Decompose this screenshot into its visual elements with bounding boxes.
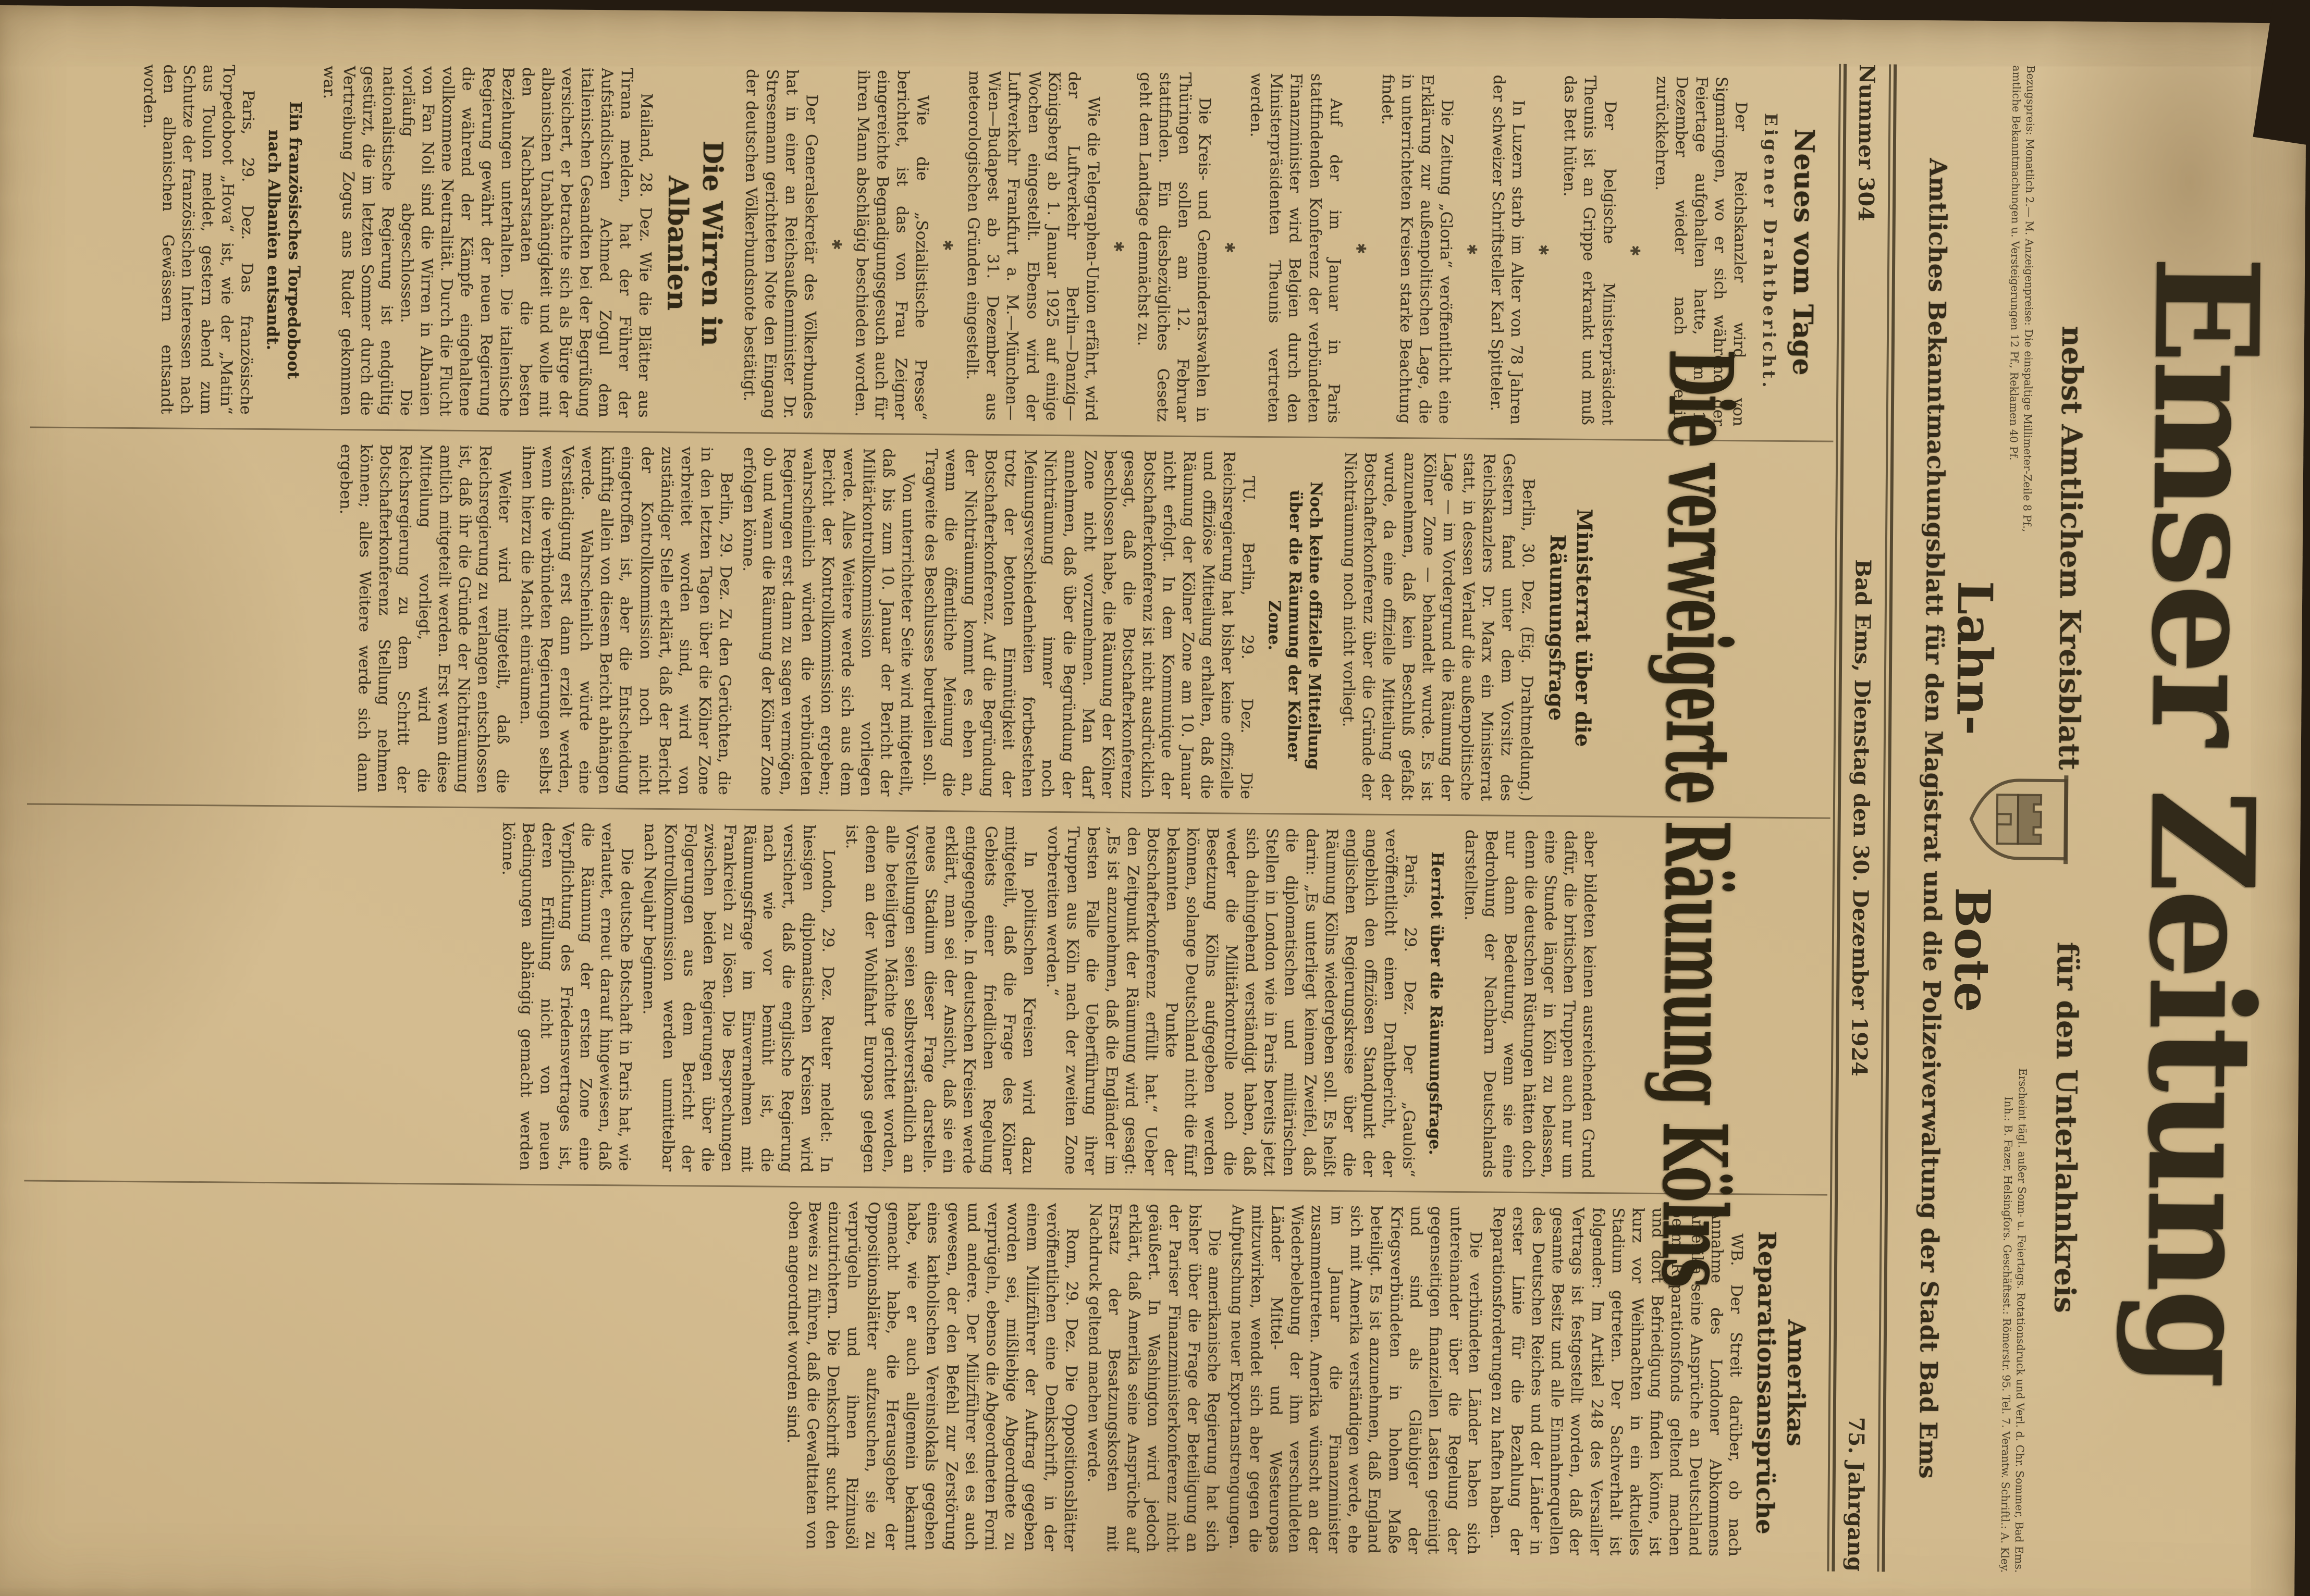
item-separator-star-icon: ✱ [1110, 241, 1126, 253]
column-1 [30, 50, 1837, 440]
article-paragraph: Paris, 29. Dez. Das französische Torpedoboot „Hova“ ist, wie der „Matin“ aus Toulon meldet, gestern abend zum Schutze der französischen Interessen nach den albanischen Gewässern entsandt worden. [139, 64, 257, 415]
item-separator-star-icon: ✱ [1221, 242, 1237, 254]
masthead-subtitle-left: nebst Amtlichem Kreisblatt [2052, 326, 2090, 771]
publisher-info-text: Erscheint tägl. außer Sonn- u. Feiertags. Rotationsdruck und Verl. d. Chr. Sommer, Bad Ems. Inh.: B. Fazer, Helsingfors. Geschäftsst.: Römerstr. 95. Tel. 7. Verantw. Schriftl.: A. Kley. [1998, 1068, 2030, 1573]
article-paragraph: Von unterrichteter Seite wird mitgeteilt, daß bis zum 10. Januar der Bericht der Militärkontrollkommission vorliegen werde. Alles Weitere werde sich aus dem Bericht der Kontrollkommission ergeben; wahrscheinlich würden die verbündeten Regierungen erst dann zu sagen vermögen, ob und wann die Räumung der Kölner Zone erfolgen könne. [739, 447, 917, 797]
article-paragraph: Die amerikanische Regierung hat sich bisher über die Frage der Beteiligung an der Pariser Finanzministerkonferenz nicht geäußert. In Washington wird jedoch erklärt, daß Amerika seine Ansprüche auf Ersatz der Besatzungskosten mit Nachdruck geltend machen werde. [1084, 1203, 1224, 1553]
article-paragraph: Weiter wird mitgeteilt, daß die Reichsregierung zu verlangen entschlossen ist, daß ihr die Gründe der Nichträumung amtlich mitgeteilt werden. Erst wenn diese Mitteilung vorliegt, wird die Reichsregierung zu dem Schritt der Botschafterkonferenz Stellung nehmen können; alles Weitere werde sich dann ergeben. [336, 444, 514, 794]
article-crosshead: Ein französisches Torpedoboot nach Albanien entsandt. [263, 101, 305, 379]
article-body-area [21, 50, 1837, 1571]
newspaper-page [0, 5, 2307, 1596]
official-gazette-line: Amtliches Bekanntmachungsblatt für den Magistrat und die Polizeiverwaltung der Stadt Bad Ems [1913, 158, 1952, 1479]
article-paragraph: In Luzern starb im Alter von 78 Jahren der schweizer Schriftsteller Karl Spitteler. [1487, 75, 1528, 425]
lahn-label: Lahn- [1946, 580, 2004, 736]
item-separator-star-icon: ✱ [1626, 245, 1642, 257]
article-subheadline: Ministerrat über die Räumungsfrage [1544, 509, 1597, 747]
article-heading: Amerikas Reparationsansprüche [1750, 1231, 1811, 1535]
article-crosshead: Herriot über die Räumungsfrage. [1426, 851, 1447, 1155]
bote-label: Bote [1943, 887, 2001, 1013]
article-deck: Eigener Drahtbericht. [1759, 113, 1781, 391]
article-paragraph: Mailand, 28. Dez. Wie die Blätter aus Tirana melden, hat der Führer der Aufständischen Achmed Zogul dem italienischen Gesandten bei der Begrüßung versichert, er betrachte sich als Bürge der albanischen Unabhängigkeit und wolle mit den Nachbarstaaten die besten Beziehungen unterhalten. Die italienische Regierung gewährt der neuen Regierung die während der Kämpfe eingehaltene vollkommene Neutralität. Durch die Flucht von Fan Noli sind die Wirren in Albanien vorläufig abgeschlossen. Die nationalistische Regierung ist endgültig gestürzt, die im letzten Sommer durch die Vertreibung Zogus ans Ruder gekommen war. [320, 65, 656, 418]
article-paragraph: Die Kreis- und Gemeinderatswahlen in Thüringen sollen am 12. Februar stattfinden. Ein diesbezügliches Gesetz geht dem Landtage demnächst zu. [1134, 72, 1214, 423]
column-3 [24, 803, 1830, 1194]
page-title: Emser Zeitung [2114, 255, 2290, 1386]
volume-label: 75. Jahrgang [1842, 1417, 1869, 1572]
article-paragraph: Der Generalsekretär des Völkerbundes hat in einer an Reichsaußenminister Dr. Stresemann gerichteten Note den Eingang der deutschen Völkerbundsnote bestätigt. [740, 69, 821, 419]
article-paragraph: London, 29. Dez. Reuter meldet: In hiesigen diplomatischen Kreisen wird versichert, daß die englische Regierung nach wie vor bemüht ist, die Räumungsfrage im Einvernehmen mit Frankreich zu lösen. Die Besprechungen zwischen beiden Regierungen über die Folgerungen aus dem Bericht der Kontrollkommission werden unmittelbar nach Neujahr beginnen. [640, 823, 838, 1173]
column-4 [21, 1180, 1828, 1570]
item-separator-star-icon: ✱ [1352, 242, 1369, 255]
issue-date: Bad Ems, Dienstag den 30. Dezember 1924 [1846, 559, 1876, 1077]
item-separator-star-icon: ✱ [1464, 243, 1480, 255]
article-paragraph: Wie die Telegraphen-Union erfährt, wird der Luftverkehr Berlin—Danzig—Königsberg ab 1. Januar 1925 auf einige Wochen eingestellt. Ebenso wird der Luftverkehr Frankfurt a. M.—München—Wien—Budapest ab 31. Dezember aus meteorologischen Gründen eingestellt. [963, 70, 1103, 422]
masthead-subtitle-right: für den Unterlahnkreis [2048, 942, 2085, 1314]
main-headline: Die verweigerte Räumung Kölns [1642, 349, 1753, 1287]
item-separator-star-icon: ✱ [828, 239, 844, 251]
article-heading: Die Wirren in Albanien [661, 140, 729, 347]
column-2 [27, 426, 1834, 817]
article-paragraph: TU. Berlin, 29. Dez. Die Reichsregierung hat bisher keine offizielle und offiziöse Mitteilung erhalten, daß die Räumung der Kölner Zone am 10. Januar nicht erfolgt. In dem Kommunique der Botschafterkonferenz ist nicht ausdrücklich gesagt, daß die Botschafterkonferenz beschlossen habe, die Räumung der Kölner Zone nicht vorzunehmen. Man darf annehmen, daß über die Begründung der Nichträumung immer noch Meinungsverschiedenheiten fortbestehen trotz der betonten Einmütigkeit der Botschafterkonferenz. Auf die Begründung der Nichträumung kommt es eben an, wenn die öffentliche Meinung die Tragweite des Beschlusses beurteilen soll. [919, 448, 1258, 799]
item-separator-star-icon: ✱ [939, 239, 955, 251]
article-paragraph: In politischen Kreisen wird dazu mitgeteilt, daß die Frage des Kölner Gebiets einer friedlichen Regelung entgegengehe. In deutschen Kreisen werde erklärt, man sei der Ansicht, daß sie ein neues Stadium dieser Frage darstelle. Vorstellungen seien selbstverständlich an alle beteiligten Mächte gerichtet worden, denen an der Wohlfahrt Europas gelegen ist. [842, 824, 1040, 1174]
article-paragraph: Der Reichskanzler wird von Sigmaringen, wo er sich während der Feiertage aufgehalten hatte, am 31. Dezember wieder nach Berlin zurückkehren. [1651, 76, 1750, 427]
article-paragraph: Berlin, 30. Dez. (Eig. Drahtmeldung.) Gestern fand unter dem Vorsitz des Reichskanzlers Dr. Marx ein Ministerrat statt, in dessen Verlauf die außenpolitische Lage — im Vordergrund die Räumung der Kölner Zone — behandelt wurde. Es ist anzunehmen, daß kein Beschluß gefaßt wurde, da eine offizielle Mitteilung der Botschafterkonferenz über die Gründe der Nichträumung noch nicht vorliegt. [1338, 452, 1538, 802]
subscription-prices-text: Bezugspreis: Monatlich 2.— M. Anzeigenpreise: Die einspaltige Millimeter-Zeile 8 Pf., amtliche Bekanntmachungen u. Versteigerungen 12 Pf., Reklamen 40 Pf. [2007, 65, 2037, 533]
article-paragraph: Der belgische Ministerpräsident Theunis ist an Grippe erkrankt und muß das Bett hüten. [1560, 75, 1619, 426]
item-separator-star-icon: ✱ [1535, 244, 1551, 256]
article-crosshead: Noch keine offizielle Mitteilung über die Räumung der Kölner Zone. [1264, 481, 1326, 770]
article-paragraph: Auf der im Januar in Paris stattfindenden Konferenz der verbündeten Finanzminister wird Belgien durch den Ministerpräsidenten Theunis vertreten werden. [1247, 72, 1345, 424]
article-paragraph: Wie die „Sozialistische Presse“ berichtet, ist das von Frau Zeigner eingereichte Begnadigungsgesuch auch für ihren Mann abschlägig beschieden worden. [851, 69, 932, 420]
article-paragraph: Die verbündeten Länder haben sich untereinander über die Regelung der gegenseitigen finanziellen Lasten geeinigt und sind als Gläubiger der Kriegsverbündeten in hohem Maße beteiligt. Es ist anzunehmen, daß England sich mit Amerika verständigen werde, ehe im Januar die Finanzminister zusammentreten. Amerika wünscht an der Wiederbelebung der ihm verschuldeten Länder Mittel- und Westeuropas mitzuwirken, wendet sich aber gegen die Aufputschung neuer Exportanstrengungen. [1225, 1204, 1485, 1555]
city-crest-icon [1961, 764, 2076, 874]
article-paragraph: Die Zeitung „Gloria“ veröffentlicht eine Erklärung zur außenpolitischen Lage, die in unterrichteten Kreisen starke Beachtung findet. [1378, 73, 1456, 424]
article-paragraph: aber bildeten keinen ausreichenden Grund dafür, die britischen Truppen auch nur um eine Stunde länger in Köln zu belassen, denn die deutschen Rüstungen hätten doch nur dann Bedeutung, wenn sie eine Bedrohung der Nachbarn Deutschlands darstellten. [1461, 830, 1600, 1179]
article-paragraph: Die deutsche Botschaft in Paris hat, wie verlautet, erneut darauf hingewiesen, daß die Räumung der ersten Zone eine Verpflichtung des Friedensvertrages ist, deren Erfüllung nicht von neuen Bedingungen abhängig gemacht werden könne. [498, 822, 636, 1171]
article-paragraph: WB. Der Streit darüber, ob nach Annahme des Londoner Abkommens Amerika seine Ansprüche an Deutschland beim Reparationsfonds geltend machen und dort Befriedigung finden könne, ist kurz vor Weihnachten in ein aktuelles Stadium getreten. Der Sachverhalt ist folgender: Im Artikel 248 des Versailler Vertrags ist festgestellt worden, daß der gesamte Besitz und alle Einnahmequellen des Deutschen Reiches und der Länder in erster Linie für die Bezahlung der Reparationsforderungen zu haften haben. [1486, 1206, 1746, 1557]
article-heading: Neues vom Tage [1786, 128, 1821, 376]
article-paragraph: Paris, 29. Dez. Der „Gaulois“ veröffentlicht einen Drahtbericht, der angeblich den offiziösen Standpunkt der englischen Regierungskreise über die Räumung Kölns wiedergeben soll. Es heißt darin: „Es unterliegt keinem Zweifel, daß die diplomatischen und militärischen Stellen in London wie in Paris bereits jetzt sich dahingehend verständigt haben, daß weder die Militärkontrolle noch die Besetzung Kölns aufgegeben werden können, solange Deutschland nicht die fünf bekannten Punkte der Botschafterkonferenz erfüllt hat.“ Ueber den Zeitpunkt der Räumung wird gesagt: „Es ist anzunehmen, daß die Engländer im besten Falle die Ueberführung ihrer Truppen aus Köln nach der zweiten Zone vorbereiten werden.“ [1043, 826, 1420, 1178]
article-paragraph: Rom, 29. Dez. Die Oppositionsblätter veröffentlichen eine Denkschrift, in der einem Milizführer der Auftrag gegeben worden sei, mißliebige Abgeordnete zu verprügeln, ebenso die Abgeordneten Forni und andere. Der Milizführer sei es auch gewesen, der den Befehl zur Zerstörung eines katholischen Vereinslokals gegeben habe, wie er auch allgemein bekannt gemacht habe, die Herausgeber der Oppositionsblätter aufzusuchen, sie zu verprügeln und ihnen Rizinusöl einzutrichtern. Die Denkschrift sucht den Beweis zu führen, daß die Gewalttaten von oben angeordnet worden sind. [783, 1201, 1082, 1552]
article-paragraph: Berlin, 29. Dez. Zu den Gerüchten, die in den letzten Tagen über die Kölner Zone verbreitet worden sind, wird von zuständiger Stelle erklärt, daß der Bericht der Kontrollkommission noch nicht eingetroffen ist, aber die Entscheidung künftig allein von diesem Bericht abhängen werde. Wahrscheinlich würde eine Verständigung erst dann erzielt werden, wenn die verbündeten Regierungen selbst ihnen hierzu die Macht einräumen. [517, 445, 735, 796]
masthead [1825, 20, 2300, 1596]
issue-number: Nummer 304 [1853, 64, 1880, 221]
